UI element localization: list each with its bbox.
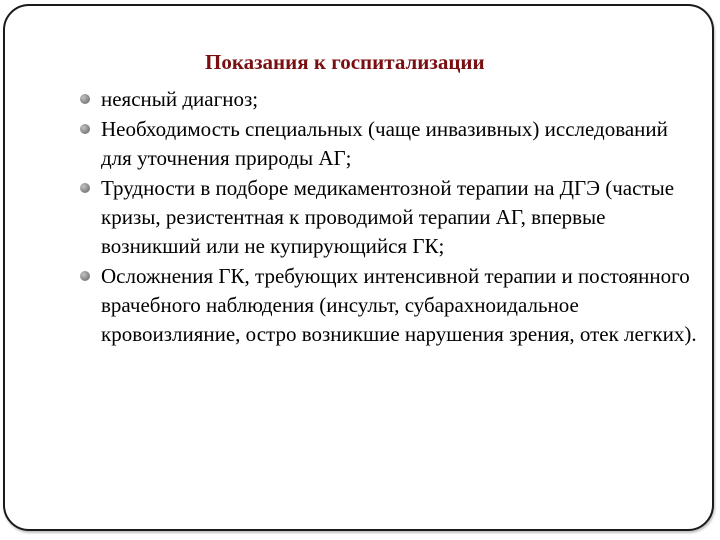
list-item	[77, 115, 697, 173]
list-item-text: Трудности в подборе медикаментозной терапии на ДГЭ (частые кризы, резистентная к проводимой терапии АГ, впервые возникший или не купирующийся ГК;	[101, 176, 675, 258]
bullet-icon	[80, 271, 90, 281]
list-item-text: Необходимость специальных (чаще инвазивных) исследований для уточнения природы АГ;	[101, 117, 668, 170]
bullet-icon	[80, 124, 90, 134]
bullet-icon	[80, 94, 90, 104]
bullet-icon	[80, 183, 90, 193]
list-item	[77, 174, 697, 261]
list-item	[77, 85, 697, 114]
bullet-list	[77, 85, 697, 350]
list-item	[77, 262, 697, 349]
slide-title: Показания к госпитализации	[205, 50, 485, 74]
list-item-text: Осложнения ГК, требующих интенсивной терапии и постоянного врачебного наблюдения (инсульт, субарахноидальное кровоизлияние, остро возникшие нарушения зрения, отек легких).	[101, 264, 697, 346]
slide-frame	[3, 4, 714, 531]
list-item-text: неясный диагноз;	[101, 87, 259, 111]
